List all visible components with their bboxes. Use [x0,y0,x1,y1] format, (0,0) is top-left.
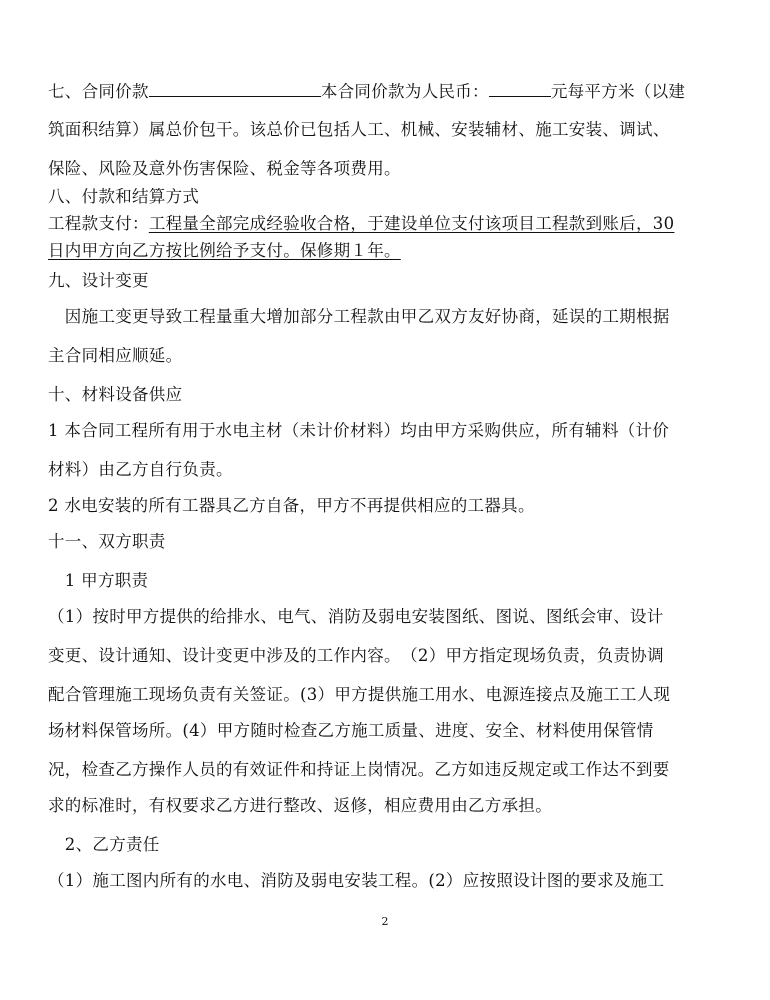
section-7-line-2: 筑面积结算）属总价包干。该总价已包括人工、机械、安装辅材、施工安装、调试、 [48,120,670,139]
section-10-heading: 十、材料设备供应 [48,385,183,404]
party-a-duties-heading: 1 甲方职责 [48,571,149,590]
contract-price-blank [149,80,321,97]
payment-label: 工程款支付： [48,214,149,233]
section-8-line-1 [48,213,728,235]
party-a-duties-line-3: 配合管理施工现场负责有关签证。(3）甲方提供施工用水、电源连接点及施工工人现 [48,685,671,704]
party-a-duties-line-5: 况，检查乙方操作人员的有效证件和持证上岗情况。乙方如违反规定或工作达不到要 [48,760,670,779]
section-7-line-1 [48,80,728,103]
section-8-line-2 [48,240,728,262]
section-9-line-1: 因施工变更导致工程量重大增加部分工程款由甲乙双方友好协商，延误的工期根据 [48,307,670,326]
section-10-line-1: 1 本合同工程所有用于水电主材（未计价材料）均由甲方采购供应，所有辅料（计价 [48,421,670,440]
section-7-text-a: 本合同价款为人民币： [320,82,489,101]
section-7-title: 七、合同价款 [48,82,149,101]
unit-price-blank [489,80,551,97]
payment-terms-underlined-cont: 日内甲方向乙方按比例给予支付。保修期１年。 [48,241,401,260]
payment-terms-underlined: 工程量全部完成经验收合格，于建设单位支付该项目工程款到账后，30 [148,214,675,233]
party-a-duties-line-1: （1）按时甲方提供的给排水、电气、消防及弱电安装图纸、图说、图纸会审、设计 [48,607,664,626]
party-b-duties-heading: 2、乙方责任 [48,835,160,854]
section-7-text-b: 元每平方米（以建 [550,82,686,101]
page-number: 2 [381,915,389,928]
section-10-line-2: 材料）由乙方自行负责。 [48,460,233,479]
section-11-heading: 十一、双方职责 [48,532,166,551]
party-a-duties-line-2: 变更、设计通知、设计变更中涉及的工作内容。 （2）甲方指定现场负责，负责协调 [48,646,664,665]
party-a-duties-line-6: 求的标准时，有权要求乙方进行整改、返修，相应费用由乙方承担。 [48,796,552,815]
section-9-heading: 九、设计变更 [48,271,149,290]
section-7-line-3: 保险、风险及意外伤害保险、税金等各项费用。 [48,159,401,178]
party-a-duties-line-4: 场材料保管场所。(4）甲方随时检查乙方施工质量、进度、安全、材料使用保管情 [48,721,654,740]
party-b-duties-line-1: （1）施工图内所有的水电、消防及弱电安装工程。(2）应按照设计图的要求及施工 [48,871,665,890]
section-9-line-2: 主合同相应顺延。 [48,346,183,365]
section-10-line-3: 2 水电安装的所有工器具乙方自备，甲方不再提供相应的工器具。 [48,496,535,515]
section-8-heading: 八、付款和结算方式 [48,187,200,206]
